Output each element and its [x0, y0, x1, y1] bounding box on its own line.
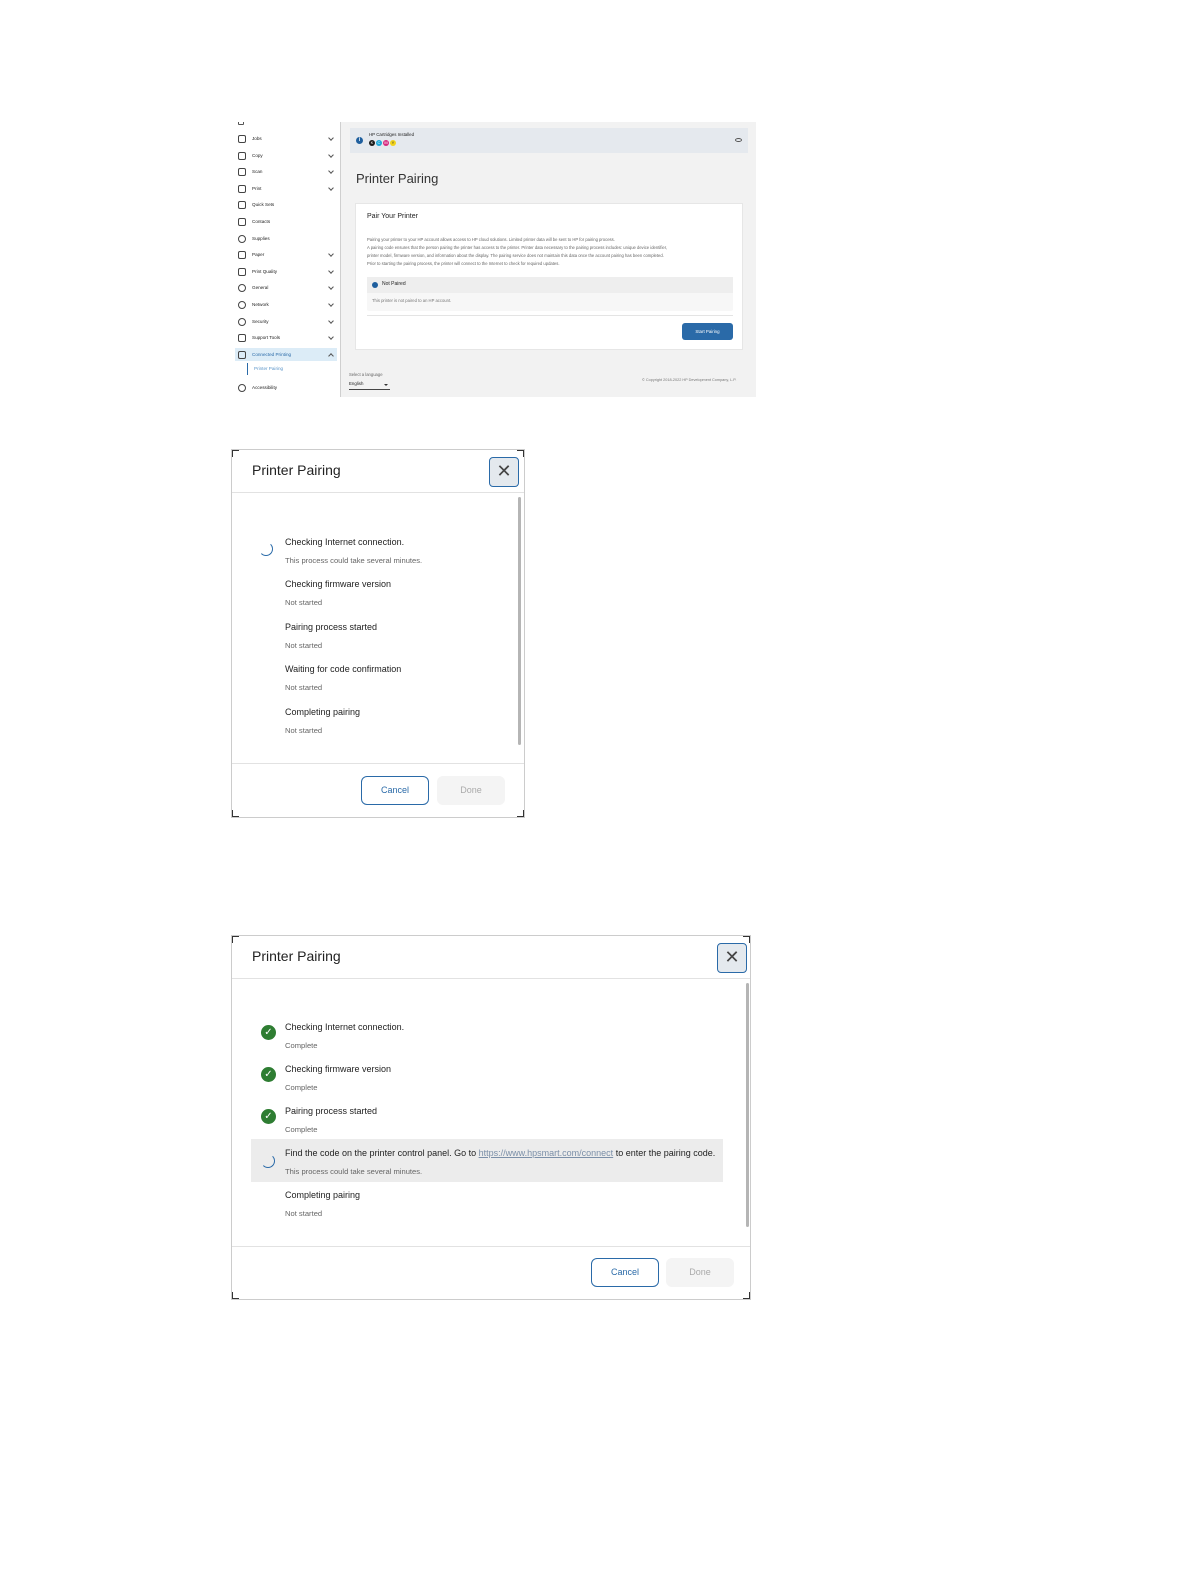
chevron-down-icon	[328, 135, 334, 141]
status-description: This printer is not paired to an HP account.	[372, 298, 452, 303]
spinner-icon	[261, 1154, 275, 1168]
status-title: Not Paired	[382, 281, 406, 287]
accessibility-icon	[238, 384, 246, 392]
cloud-printer-icon	[238, 351, 246, 359]
step-title-prefix: Find the code on the printer control panel. Go to	[285, 1148, 479, 1158]
scrollbar[interactable]	[518, 497, 521, 745]
scan-icon	[238, 168, 246, 176]
sidebar-item-contacts[interactable]	[235, 215, 337, 228]
divider	[232, 1246, 751, 1247]
copy-icon	[238, 152, 246, 160]
sidebar-item-label: General	[252, 285, 269, 290]
step-status: Complete	[285, 1041, 318, 1050]
sidebar-item-supplies[interactable]	[235, 232, 337, 245]
sidebar-item-label: Print Quality	[252, 269, 278, 274]
chevron-down-icon	[328, 251, 334, 257]
sidebar-item-label: Contacts	[252, 219, 271, 224]
chevron-up-icon	[328, 353, 334, 359]
divider	[367, 315, 733, 316]
sidebar-item-label: Supplies	[252, 236, 270, 241]
step-title: Pairing process started	[285, 1106, 378, 1116]
close-button[interactable]	[717, 943, 747, 973]
sidebar-item-copy[interactable]	[235, 149, 337, 162]
info-icon	[372, 282, 378, 288]
cyan-cartridge-icon: C	[377, 140, 381, 145]
chevron-down-icon	[328, 334, 334, 340]
eye-icon[interactable]	[735, 138, 742, 142]
network-icon	[238, 301, 246, 309]
sidebar-item-label: Quick Sets	[252, 202, 275, 207]
close-icon: ✕	[724, 947, 740, 967]
card-text-line: A pairing code ensures that the person pairing the printer has access to the printer. Printer data necessary to the pairing process includes: unique device identifier,	[367, 245, 668, 250]
close-button[interactable]	[489, 457, 519, 487]
sidebar-item-label: Accessibility	[252, 385, 278, 390]
page-title: Printer Pairing	[356, 171, 439, 186]
step-status: Not started	[285, 683, 323, 692]
black-cartridge-icon: K	[370, 140, 374, 145]
step-status: Not started	[285, 641, 323, 650]
sidebar-item-label: Network	[252, 302, 269, 307]
sidebar-item-label: Print	[252, 186, 262, 191]
language-label: Select a language	[349, 372, 383, 377]
ews-screenshot	[231, 122, 756, 397]
pairing-status-box	[367, 277, 733, 311]
chevron-down-icon	[328, 301, 334, 307]
chevron-down-icon	[328, 268, 334, 274]
card-text-line: Prior to starting the pairing process, the printer will connect to the Internet to check for required updates.	[367, 261, 560, 266]
step-status: This process could take several minutes.	[285, 556, 423, 565]
shield-icon	[238, 318, 246, 326]
step-title-suffix: to enter the pairing code.	[613, 1148, 716, 1158]
language-select[interactable]	[349, 381, 390, 390]
dialog-title: Printer Pairing	[252, 462, 341, 478]
yellow-cartridge-icon: Y	[391, 140, 395, 145]
sidebar-item-label: Connected Printing	[252, 352, 292, 357]
print-icon	[238, 185, 246, 193]
caret-down-icon	[384, 384, 388, 386]
pair-printer-card	[355, 203, 743, 350]
divider	[232, 492, 525, 493]
sidebar-item-jobs[interactable]	[235, 132, 337, 145]
step-title: Checking firmware version	[285, 579, 392, 589]
start-pairing-button[interactable]: Start Pairing	[682, 323, 733, 340]
checkmark-icon: ✓	[261, 1025, 276, 1040]
divider	[232, 978, 751, 979]
sidebar-subitem-printer-pairing[interactable]: Printer Pairing	[247, 363, 283, 375]
sidebar-item-accessibility[interactable]	[235, 381, 337, 394]
sidebar-item-quick-sets[interactable]	[235, 198, 337, 211]
step-status: Complete	[285, 1083, 318, 1092]
sidebar-item-print[interactable]	[235, 182, 337, 195]
close-icon: ✕	[496, 461, 512, 481]
supplies-icon	[238, 235, 246, 243]
sidebar-item-label: Jobs	[252, 136, 262, 141]
sidebar-item-scan[interactable]	[235, 165, 337, 178]
paper-icon	[238, 251, 246, 259]
checkmark-icon: ✓	[261, 1067, 276, 1082]
step-status: Not started	[285, 726, 323, 735]
sidebar-item-label: Support Tools	[252, 335, 281, 340]
step-title	[285, 1148, 715, 1158]
home-icon	[238, 122, 244, 125]
chevron-down-icon	[328, 318, 334, 324]
info-icon: i	[356, 137, 363, 144]
step-status: Not started	[285, 1209, 323, 1218]
cancel-button[interactable]: Cancel	[591, 1258, 659, 1287]
divider	[232, 763, 525, 764]
done-button[interactable]: Done	[666, 1258, 734, 1287]
step-status: Not started	[285, 598, 323, 607]
step-title: Pairing process started	[285, 622, 378, 632]
quick-sets-icon	[238, 201, 246, 209]
spinner-icon	[259, 542, 273, 556]
scrollbar[interactable]	[746, 983, 749, 1227]
checkmark-icon: ✓	[261, 1109, 276, 1124]
sidebar-item-connected-printing[interactable]	[235, 348, 337, 361]
printer-pairing-dialog-code-step	[231, 935, 751, 1300]
step-title: Completing pairing	[285, 1190, 361, 1200]
sidebar-item-label: Scan	[252, 169, 263, 174]
step-title: Checking Internet connection.	[285, 1022, 405, 1032]
magenta-cartridge-icon: M	[384, 140, 388, 145]
chevron-down-icon	[328, 185, 334, 191]
print-quality-icon	[238, 268, 246, 276]
step-title: Waiting for code confirmation	[285, 664, 402, 674]
card-text-line: Pairing your printer to your HP account allows access to HP cloud solutions. Limited printer data will be sent to HP for pairing process.	[367, 237, 615, 242]
sidebar	[231, 122, 341, 397]
done-button[interactable]: Done	[437, 776, 505, 805]
step-status: This process could take several minutes.	[285, 1167, 423, 1176]
tools-icon	[238, 334, 246, 342]
sidebar-item-label: Copy	[252, 153, 263, 158]
gear-icon	[238, 284, 246, 292]
sidebar-item-general[interactable]	[235, 281, 337, 294]
sidebar-item-network[interactable]	[235, 298, 337, 311]
dialog-title: Printer Pairing	[252, 948, 341, 964]
banner-title: HP Cartridges Installed	[369, 132, 415, 137]
sidebar-item-support-tools[interactable]	[235, 331, 337, 344]
sidebar-item-paper[interactable]	[235, 248, 337, 261]
chevron-down-icon	[328, 284, 334, 290]
chevron-down-icon	[328, 152, 334, 158]
step-title: Completing pairing	[285, 707, 361, 717]
contacts-icon	[238, 218, 246, 226]
jobs-icon	[238, 135, 246, 143]
sidebar-item-print-quality[interactable]	[235, 265, 337, 278]
language-value: English	[349, 381, 364, 386]
step-title: Checking Internet connection.	[285, 537, 405, 547]
sidebar-item-security[interactable]	[235, 315, 337, 328]
chevron-down-icon	[328, 168, 334, 174]
step-status: Complete	[285, 1125, 318, 1134]
hpsmart-connect-link[interactable]: https://www.hpsmart.com/connect	[478, 1148, 614, 1158]
sidebar-item-label: Paper	[252, 252, 265, 257]
cancel-button[interactable]: Cancel	[361, 776, 429, 805]
printer-pairing-dialog-in-progress	[231, 449, 525, 818]
copyright: © Copyright 2018-2022 HP Development Company, L.P.	[642, 378, 737, 382]
sidebar-item-label: Security	[252, 319, 269, 324]
step-title: Checking firmware version	[285, 1064, 392, 1074]
card-text-line: printer model, firmware version, and information about the display. The pairing service does not maintain this data once the account pairing has been completed.	[367, 253, 664, 258]
cartridge-banner	[350, 128, 748, 153]
card-title: Pair Your Printer	[367, 213, 418, 220]
